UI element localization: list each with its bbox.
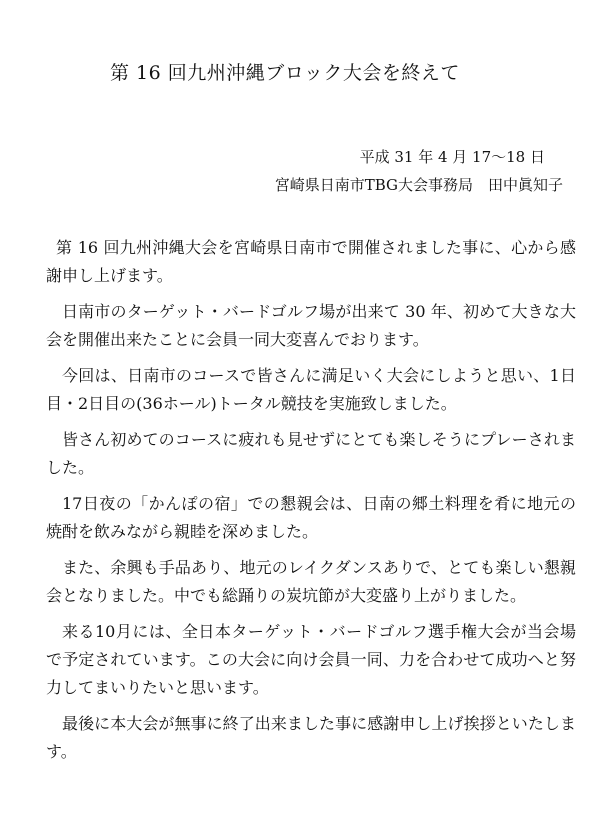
paragraph: また、余興も手品あり、地元のレイクダンスありで、とても楽しい懇親会となりました。中でも総踊りの炭坑節が大変盛り上がりました。 — [46, 558, 576, 605]
paragraph: 来る10月には、全日本ターゲット・バードゴルフ選手権大会が当会場で予定されています。この大会に向け会員一同、力を合わせて成功へと努力してまいりたいと思います。 — [46, 622, 576, 697]
document-author: 宮崎県日南市TBG大会事務局 田中眞知子 — [274, 176, 563, 194]
paragraph: 17日夜の「かんぽの宿」での懇親会は、日南の郷土料理を肴に地元の焼酎を飲みながら親睦を深めました。 — [46, 494, 576, 541]
document-date: 平成 31 年 4 月 17～18 日 — [359, 148, 545, 166]
paragraph: 今回は、日南市のコースで皆さんに満足いく大会にしようと思い、1日目・2日目の(36ホール)トータル競技を実施致しました。 — [46, 366, 576, 413]
paragraph: 皆さん初めてのコースに疲れも見せずにとても楽しそうにプレーされました。 — [46, 430, 576, 477]
paragraph: 日南市のターゲット・バードゴルフ場が出来て 30 年、初めて大きな大会を開催出来たことに会員一同大変喜んでおります。 — [46, 302, 576, 349]
document-title: 第 16 回九州沖縄ブロック大会を終えて — [110, 62, 460, 84]
document-body — [46, 234, 576, 774]
paragraph: 最後に本大会が無事に終了出来ました事に感謝申し上げ挨拶といたします。 — [46, 714, 576, 761]
paragraph: 第 16 回九州沖縄大会を宮崎県日南市で開催されました事に、心から感謝申し上げます。 — [46, 238, 576, 285]
